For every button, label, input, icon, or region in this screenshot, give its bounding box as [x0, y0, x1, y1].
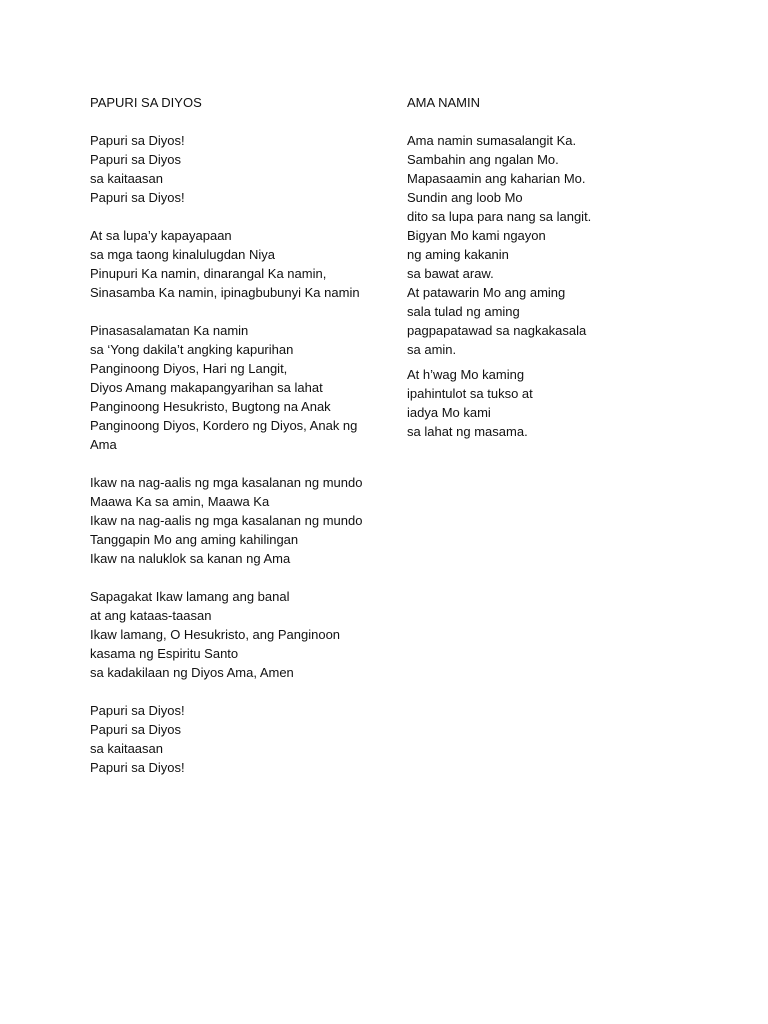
lyric-line: Papuri sa Diyos! [90, 703, 185, 718]
lyric-line: Tanggapin Mo ang aming kahilingan [90, 532, 299, 547]
lyric-line: Diyos Amang makapangyarihan sa lahat [90, 380, 323, 395]
papuri-sa-diyos-column [90, 93, 380, 796]
papuri-stanza-4 [90, 473, 380, 568]
papuri-stanza-3 [90, 321, 380, 454]
prayer-line: sa amin. [407, 342, 457, 357]
lyric-line: Ikaw lamang, O Hesukristo, ang Panginoon [90, 627, 341, 642]
lyric-line: at ang kataas-taasan [90, 608, 212, 623]
prayer-line: dito sa lupa para nang sa langit. [407, 209, 592, 224]
prayer-line: sala tulad ng aming [407, 304, 520, 319]
lyric-line: sa kadakilaan ng Diyos Ama, Amen [90, 665, 294, 680]
lyric-line: Ikaw na nag-aalis ng mga kasalanan ng mundo [90, 475, 363, 490]
prayer-line: Mapasaamin ang kaharian Mo. [407, 171, 586, 186]
papuri-stanza-5 [90, 587, 380, 682]
lyric-line: Papuri sa Diyos [90, 152, 182, 167]
ama-namin-title: AMA NAMIN [407, 95, 480, 110]
prayer-line: ipahintulot sa tukso at [407, 386, 533, 401]
prayer-line: sa lahat ng masama. [407, 424, 528, 439]
papuri-stanza-6 [90, 701, 380, 777]
lyric-line: Panginoong Diyos, Kordero ng Diyos, Anak ng Ama [90, 418, 358, 452]
lyric-line: Panginoong Hesukristo, Bugtong na Anak [90, 399, 331, 414]
lyric-line: Sapagakat Ikaw lamang ang banal [90, 589, 290, 604]
prayer-line: iadya Mo kami [407, 405, 491, 420]
lyric-line: At sa lupa’y kapayapaan [90, 228, 232, 243]
prayer-line: At h’wag Mo kaming [407, 367, 525, 382]
ama-namin-stanza-1 [407, 131, 637, 359]
lyric-line: sa ‘Yong dakila’t angking kapurihan [90, 342, 294, 357]
lyric-line: Papuri sa Diyos! [90, 760, 185, 775]
prayer-line: ng aming kakanin [407, 247, 509, 262]
lyric-line: Ikaw na naluklok sa kanan ng Ama [90, 551, 291, 566]
lyric-line: Papuri sa Diyos [90, 722, 182, 737]
lyric-line: Sinasamba Ka namin, ipinagbubunyi Ka namin [90, 285, 360, 300]
prayer-line: sa bawat araw. [407, 266, 494, 281]
lyric-line: Papuri sa Diyos! [90, 190, 185, 205]
papuri-stanza-2 [90, 226, 380, 302]
prayer-line: Sambahin ang ngalan Mo. [407, 152, 559, 167]
lyric-line: sa mga taong kinalulugdan Niya [90, 247, 276, 262]
ama-namin-stanza-2 [407, 365, 637, 441]
lyric-line: Panginoong Diyos, Hari ng Langit, [90, 361, 288, 376]
lyric-line: sa kaitaasan [90, 171, 163, 186]
lyric-line: Pinupuri Ka namin, dinarangal Ka namin, [90, 266, 327, 281]
lyric-line: Pinasasalamatan Ka namin [90, 323, 249, 338]
ama-namin-column [407, 93, 637, 460]
prayer-line: Bigyan Mo kami ngayon [407, 228, 546, 243]
lyric-line: kasama ng Espiritu Santo [90, 646, 239, 661]
prayer-line: At patawarin Mo ang aming [407, 285, 566, 300]
lyric-line: Maawa Ka sa amin, Maawa Ka [90, 494, 270, 509]
prayer-line: Sundin ang loob Mo [407, 190, 523, 205]
papuri-title: PAPURI SA DIYOS [90, 95, 202, 110]
prayer-line: Ama namin sumasalangit Ka. [407, 133, 577, 148]
prayer-line: pagpapatawad sa nagkakasala [407, 323, 587, 338]
lyric-line: Papuri sa Diyos! [90, 133, 185, 148]
lyric-line: sa kaitaasan [90, 741, 163, 756]
papuri-stanza-1 [90, 131, 380, 207]
lyric-line: Ikaw na nag-aalis ng mga kasalanan ng mundo [90, 513, 363, 528]
